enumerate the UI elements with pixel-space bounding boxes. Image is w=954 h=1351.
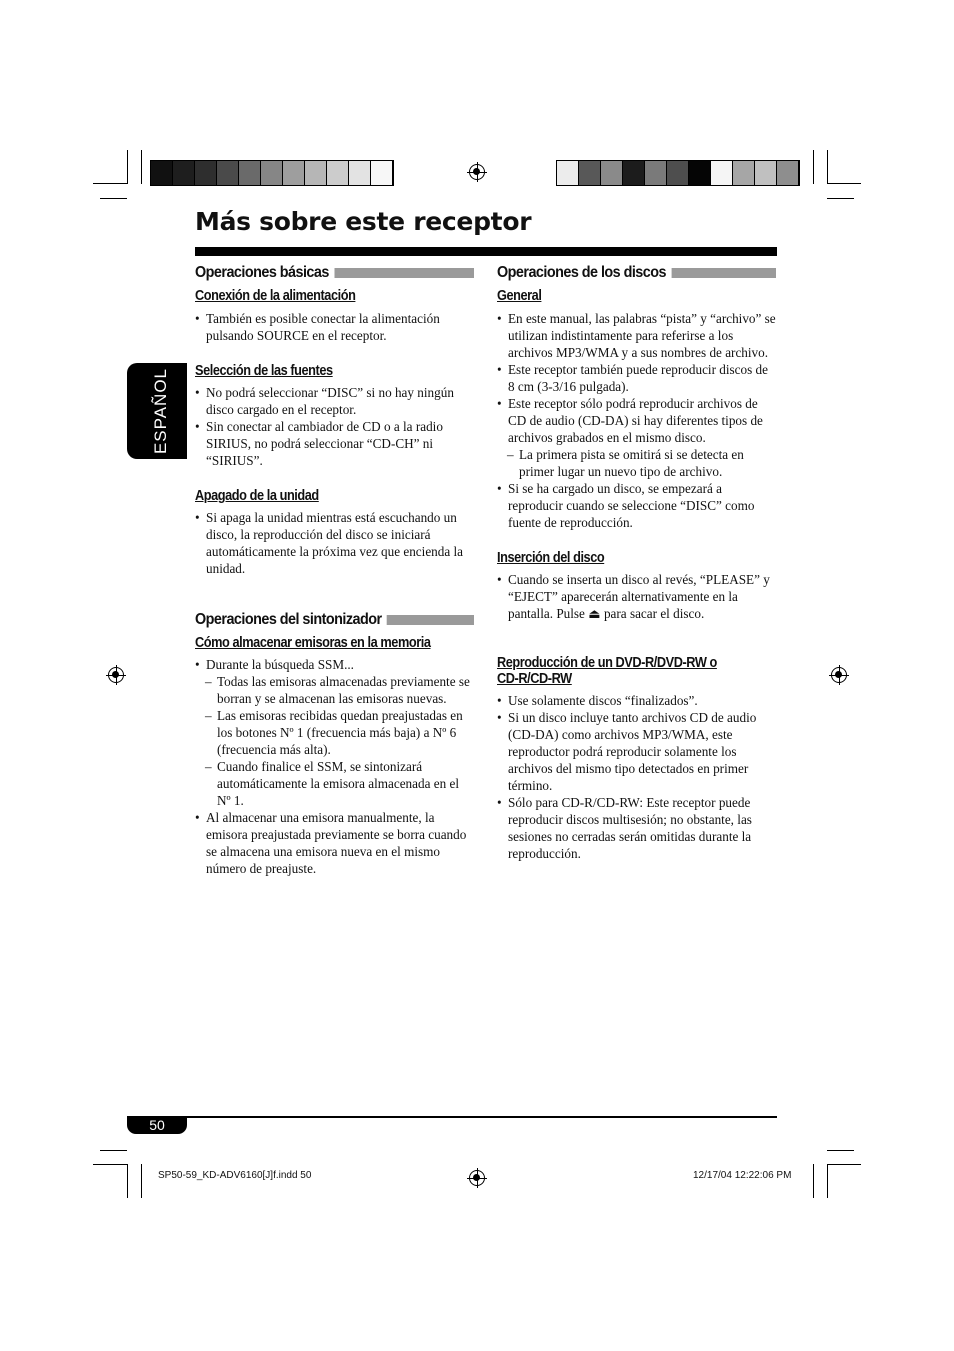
color-swatch xyxy=(689,161,711,185)
subheading-general: General xyxy=(497,288,542,304)
crop-mark xyxy=(100,1150,127,1151)
list-item: • Use solamente discos “finalizados”. xyxy=(497,692,777,709)
list-dvd-playback xyxy=(497,692,777,862)
color-swatch xyxy=(579,161,601,185)
crop-mark xyxy=(827,198,854,199)
list-item: • Este receptor sólo podrá reproducir archivos de CD de audio (CD-DA) si hay diferentes tipos de archivos grabados en el mismo disco. xyxy=(497,395,777,446)
crop-mark xyxy=(141,150,142,184)
registration-mark-icon xyxy=(108,667,124,683)
crop-mark xyxy=(827,1164,828,1198)
section-disc-operations: Operaciones de los discos xyxy=(497,264,776,282)
crop-mark xyxy=(813,150,814,184)
list-item: – Cuando finalice el SSM, se sintonizará automáticamente la emisora almacenada en el Nº 1. xyxy=(195,758,475,809)
crop-mark xyxy=(827,150,828,184)
color-swatch xyxy=(327,161,349,185)
slug-date: 12/17/04 12:22:06 PM xyxy=(693,1170,792,1181)
color-swatch xyxy=(667,161,689,185)
color-bar-right xyxy=(556,160,800,186)
color-swatch xyxy=(217,161,239,185)
color-swatch xyxy=(733,161,755,185)
registration-mark-icon xyxy=(831,667,847,683)
section-basic-operations: Operaciones básicas xyxy=(195,264,474,282)
list-store-stations xyxy=(195,656,475,877)
list-item: • También es posible conectar la alimentación pulsando SOURCE en el receptor. xyxy=(195,310,475,344)
list-item: • Si apaga la unidad mientras está escuchando un disco, la reproducción del disco se iniciará automáticamente la próxima vez que encienda la unidad. xyxy=(195,509,475,577)
list-item: – Todas las emisoras almacenadas previamente se borran y se almacenan las emisoras nuevas. xyxy=(195,673,475,707)
section-tuner-operations: Operaciones del sintonizador xyxy=(195,611,474,629)
color-swatch xyxy=(239,161,261,185)
color-swatch xyxy=(305,161,327,185)
color-swatch xyxy=(711,161,733,185)
list-item: • Si un disco incluye tanto archivos CD de audio (CD-DA) como archivos MP3/WMA, este reproductor podrá reproducir solamente los archivos del mismo tipo detectados en primer término. xyxy=(497,709,777,794)
crop-mark xyxy=(827,1164,861,1165)
crop-mark xyxy=(827,183,861,184)
color-swatch xyxy=(173,161,195,185)
list-general xyxy=(497,310,777,531)
slug-filename: SP50-59_KD-ADV6160[J]f.indd 50 xyxy=(158,1170,312,1181)
crop-mark xyxy=(93,1164,127,1165)
subheading-dvd-playback: Reproducción de un DVD-R/DVD-RW o CD-R/CD-RW xyxy=(497,655,717,687)
list-source xyxy=(195,384,475,469)
subheading-power: Conexión de la alimentación xyxy=(195,288,356,304)
page-number: 50 xyxy=(127,1117,187,1134)
color-swatch xyxy=(283,161,305,185)
list-insert-disc xyxy=(497,571,777,622)
color-swatch xyxy=(195,161,217,185)
list-item: • No podrá seleccionar “DISC” si no hay ningún disco cargado en el receptor. xyxy=(195,384,475,418)
crop-mark xyxy=(127,150,128,184)
color-swatch xyxy=(755,161,777,185)
language-tab-label: ESPAÑOL xyxy=(151,367,170,455)
color-bar-left xyxy=(150,160,394,186)
language-tab xyxy=(127,363,187,459)
list-item: – Las emisoras recibidas quedan preajustadas en los botones Nº 1 (frecuencia más baja) a Nº 6 (frecuencia más alta). xyxy=(195,707,475,758)
list-item: • Durante la búsqueda SSM... xyxy=(195,656,475,673)
list-power xyxy=(195,310,475,344)
title-rule xyxy=(195,247,777,256)
crop-mark xyxy=(141,1164,142,1198)
list-item: – La primera pista se omitirá si se detecta en primer lugar un nuevo tipo de archivo. xyxy=(497,446,777,480)
crop-mark xyxy=(127,1164,128,1198)
registration-mark-icon xyxy=(469,164,485,180)
page-title: Más sobre este receptor xyxy=(195,207,532,236)
color-swatch xyxy=(151,161,173,185)
crop-mark xyxy=(93,183,127,184)
list-item: • Este receptor también puede reproducir discos de 8 cm (3-3/16 pulgada). xyxy=(497,361,777,395)
list-item: • Al almacenar una emisora manualmente, la emisora preajustada previamente se borra cuando se almacena una emisora nueva en el mismo número de preajuste. xyxy=(195,809,475,877)
subheading-source: Selección de las fuentes xyxy=(195,363,333,379)
color-swatch xyxy=(349,161,371,185)
registration-mark-icon xyxy=(469,1170,485,1186)
list-item: • Sin conectar al cambiador de CD o a la radio SIRIUS, no podrá seleccionar “CD-CH” ni “SIRIUS”. xyxy=(195,418,475,469)
list-power-off xyxy=(195,509,475,577)
left-column xyxy=(195,264,475,877)
subheading-insert-disc: Inserción del disco xyxy=(497,550,605,566)
color-swatch xyxy=(371,161,393,185)
color-swatch xyxy=(645,161,667,185)
right-column xyxy=(497,264,777,862)
crop-mark xyxy=(813,1164,814,1198)
subheading-power-off: Apagado de la unidad xyxy=(195,488,319,504)
list-item: • En este manual, las palabras “pista” y “archivo” se utilizan indistintamente para referirse a los archivos MP3/WMA y a sus nombres de archivo. xyxy=(497,310,777,361)
color-swatch xyxy=(261,161,283,185)
color-swatch xyxy=(777,161,799,185)
list-item: • Sólo para CD-R/CD-RW: Este receptor puede reproducir discos multisesión; no obstante, las sesiones no cerradas serán omitidas durante la reproducción. xyxy=(497,794,777,862)
footer-rule xyxy=(127,1116,777,1118)
crop-mark xyxy=(100,198,127,199)
color-swatch xyxy=(601,161,623,185)
subheading-store-stations: Cómo almacenar emisoras en la memoria xyxy=(195,635,431,651)
crop-mark xyxy=(827,1150,854,1151)
color-swatch xyxy=(557,161,579,185)
color-swatch xyxy=(623,161,645,185)
list-item: • Cuando se inserta un disco al revés, “PLEASE” y “EJECT” aparecerán alternativamente en la pantalla. Pulse ⏏ para sacar el disco. xyxy=(497,571,777,622)
list-item: • Si se ha cargado un disco, se empezará a reproducir cuando se seleccione “DISC” como fuente de reproducción. xyxy=(497,480,777,531)
